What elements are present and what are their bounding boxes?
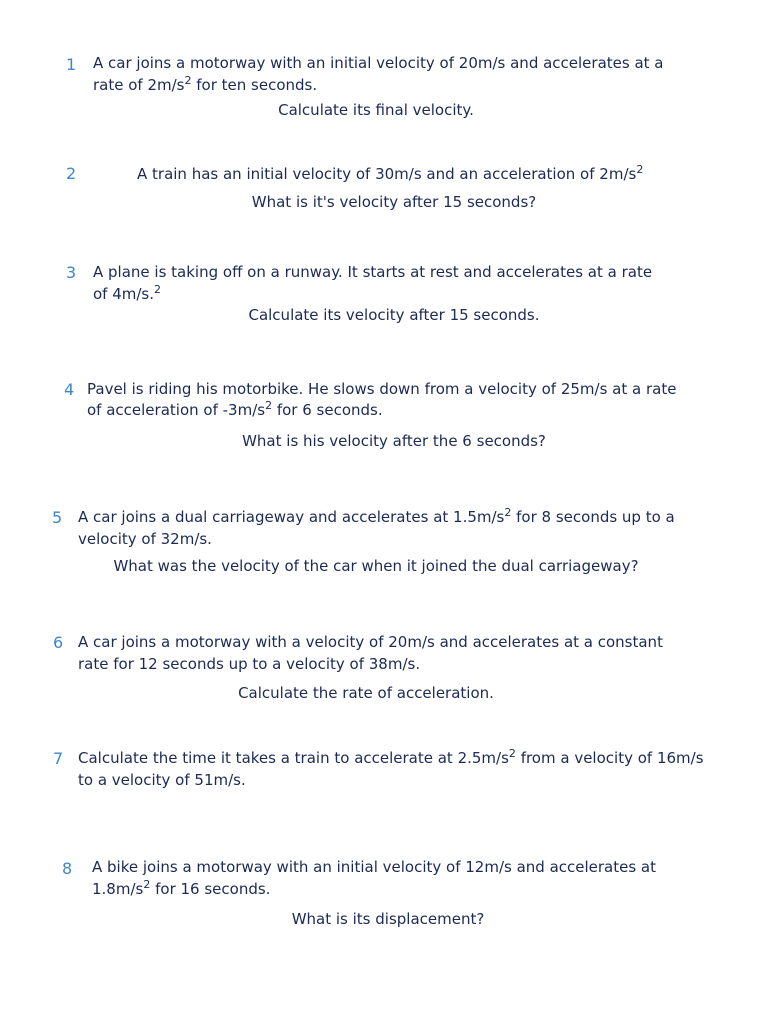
question-prompt: What is it's velocity after 15 seconds?	[251, 193, 537, 211]
question-prompt: What is its displacement?	[291, 910, 485, 928]
question-number: 2	[66, 164, 77, 183]
question-prompt: What is his velocity after the 6 seconds?	[242, 432, 546, 450]
question-text-line-1: A car joins a motorway with an initial velocity of 20m/s and accelerates at a	[93, 54, 664, 72]
question-text-line-1: Calculate the time it takes a train to accelerate at $2.5m/s^2$ from a velocity of 16m/s	[78, 747, 704, 767]
question-number: 6	[53, 633, 64, 652]
question-text-line-2: rate for 12 seconds up to a velocity of 38m/s.	[78, 655, 421, 673]
question-number: 4	[64, 380, 75, 399]
question-prompt: Calculate its velocity after 15 seconds.	[248, 306, 540, 324]
question-text-line-1: Pavel is riding his motorbike. He slows down from a velocity of 25m/s at a rate	[87, 380, 677, 398]
question-prompt: Calculate the rate of acceleration.	[238, 684, 494, 702]
question-prompt: What was the velocity of the car when it joined the dual carriageway?	[113, 557, 639, 575]
question-text-line-2: $1.8m/s^2$ for 16 seconds.	[92, 878, 271, 898]
question-prompt: Calculate its final velocity.	[278, 101, 474, 119]
question-text-line-1: A car joins a dual carriageway and accelerates at $1.5m/s^2$ for 8 seconds up to a	[78, 506, 675, 526]
question-number: 5	[52, 508, 63, 527]
question-number: 8	[62, 859, 73, 878]
question-text-line-2: of 4m/s.$^2$	[93, 283, 162, 303]
question-number: 1	[66, 55, 77, 74]
question-text-line-1: A car joins a motorway with a velocity of 20m/s and accelerates at a constant	[78, 633, 663, 651]
question-text-line-2: rate of $2m/s^2$ for ten seconds.	[93, 74, 318, 94]
question-text-line-1: A train has an initial velocity of 30m/s and an acceleration of $2m/s^2$	[137, 163, 644, 183]
question-number: 3	[66, 263, 77, 282]
question-number: 7	[53, 749, 64, 768]
question-text-line-2: of acceleration of $-3m/s^2$ for 6 seconds.	[87, 399, 383, 419]
question-text-line-1: A plane is taking off on a runway. It starts at rest and accelerates at a rate	[93, 263, 653, 281]
question-text-line-2: velocity of 32m/s.	[78, 530, 212, 548]
question-text-line-2: to a velocity of 51m/s.	[78, 771, 246, 789]
question-text-line-1: A bike joins a motorway with an initial velocity of 12m/s and accelerates at	[92, 858, 657, 876]
